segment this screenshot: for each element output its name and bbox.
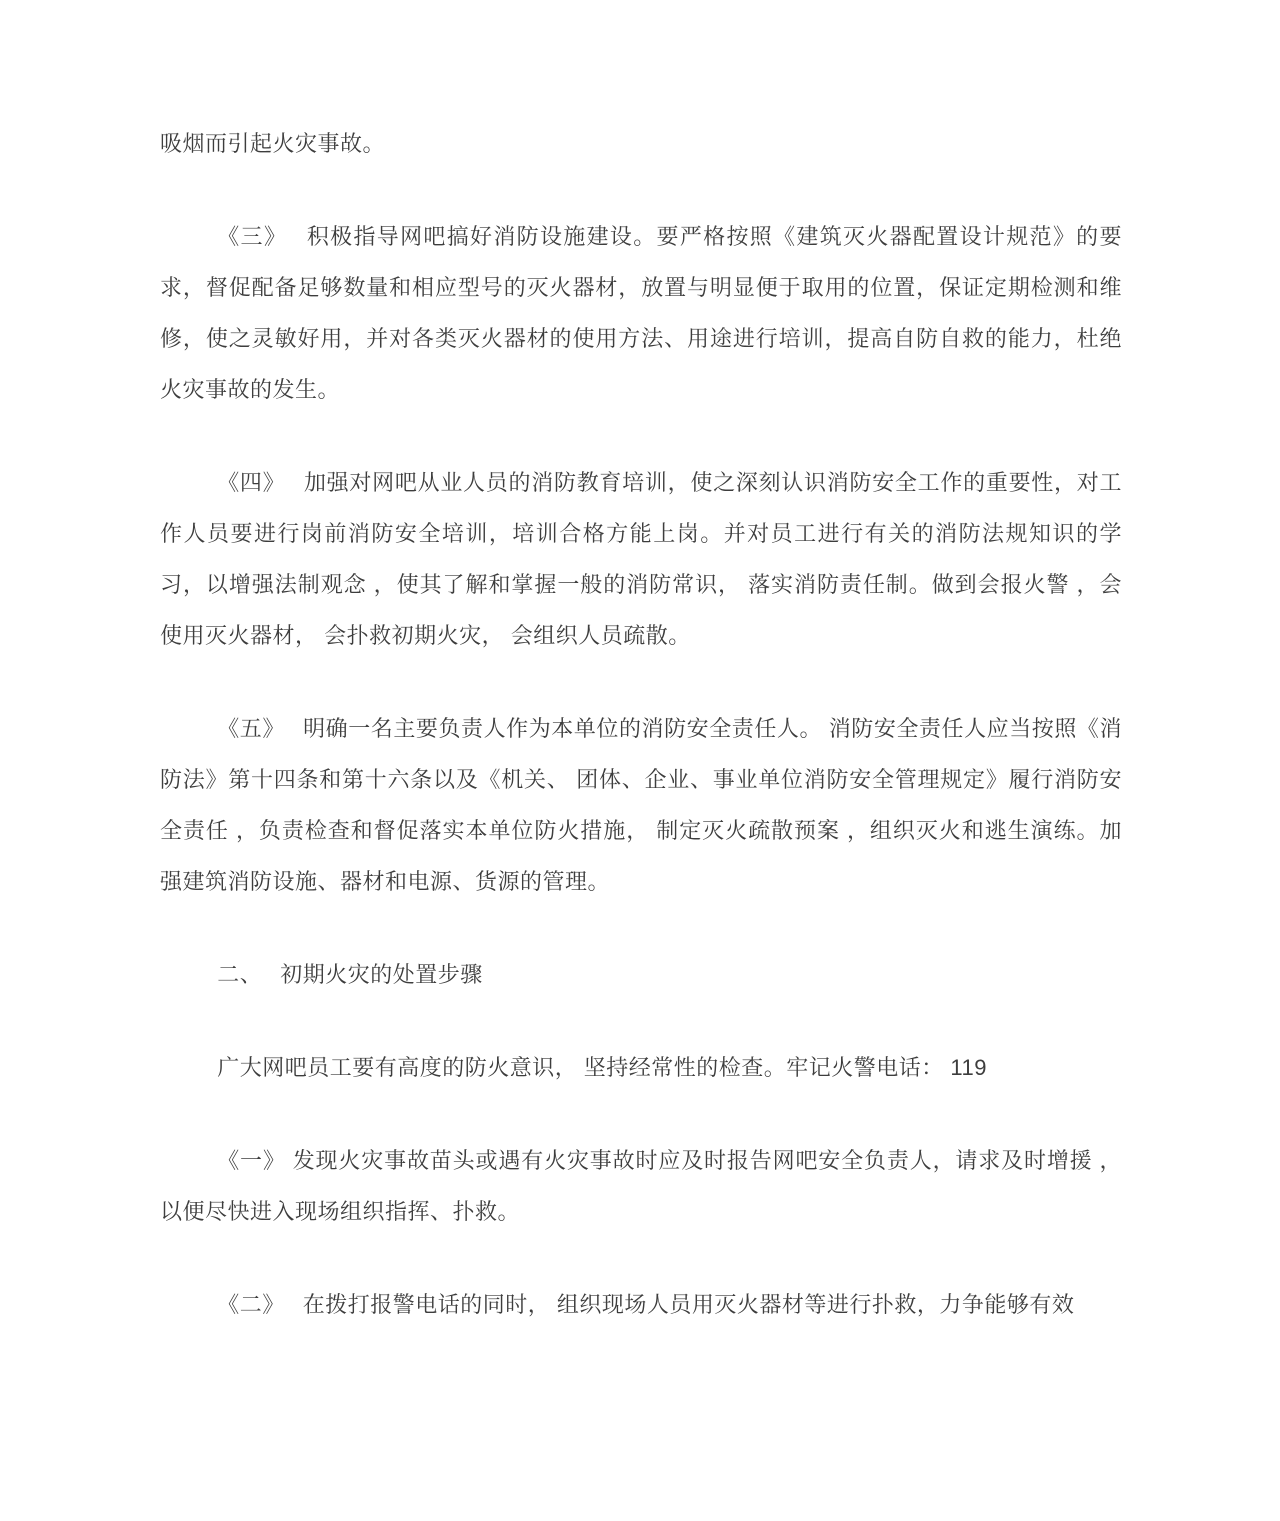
section-heading: 二、 初期火灾的处置步骤	[217, 962, 483, 987]
paragraph-section-intro: 广大网吧员工要有高度的防火意识， 坚持经常性的检查。牢记火警电话： 119	[217, 1055, 987, 1080]
paragraph-item-3: 《三》 积极指导网吧搞好消防设施建设。要严格按照《建筑灭火器配置设计规范》的要求，督促配备足够数量和相应型号的灭火器材，放置与明显便于取用的位置，保证定期检测和维修，使之灵敏好用，并对各类灭火器材的使用方法、用途进行培训，提高自防自救的能力，杜绝火灾事故的发生。	[160, 224, 1122, 402]
paragraph-item-1: 《一》 发现火灾事故苗头或遇有火灾事故时应及时报告网吧安全负责人，请求及时增援 ，以便尽快进入现场组织指挥、扑救。	[160, 1148, 1122, 1224]
paragraph-item-5: 《五》 明确一名主要负责人作为本单位的消防安全责任人。 消防安全责任人应当按照《消防法》第十四条和第十六条以及《机关、 团体、企业、事业单位消防安全管理规定》履行消防安全责任 ，负责检查和督促落实本单位防火措施， 制定灭火疏散预案 ，组织灭火和逃生演练。加强建筑消防设施、器材和电源、货源的管理。	[160, 716, 1122, 894]
paragraph-item-2: 《二》 在拨打报警电话的同时， 组织现场人员用灭火器材等进行扑救，力争能够有效	[217, 1292, 1075, 1317]
paragraph-item-4: 《四》 加强对网吧从业人员的消防教育培训，使之深刻认识消防安全工作的重要性，对工作人员要进行岗前消防安全培训，培训合格方能上岗。并对员工进行有关的消防法规知识的学习，以增强法制观念 ，使其了解和掌握一般的消防常识， 落实消防责任制。做到会报火警 ，会使用灭火器材， 会扑救初期火灾， 会组织人员疏散。	[160, 470, 1122, 648]
paragraph-continuation: 吸烟而引起火灾事故。	[160, 131, 386, 156]
